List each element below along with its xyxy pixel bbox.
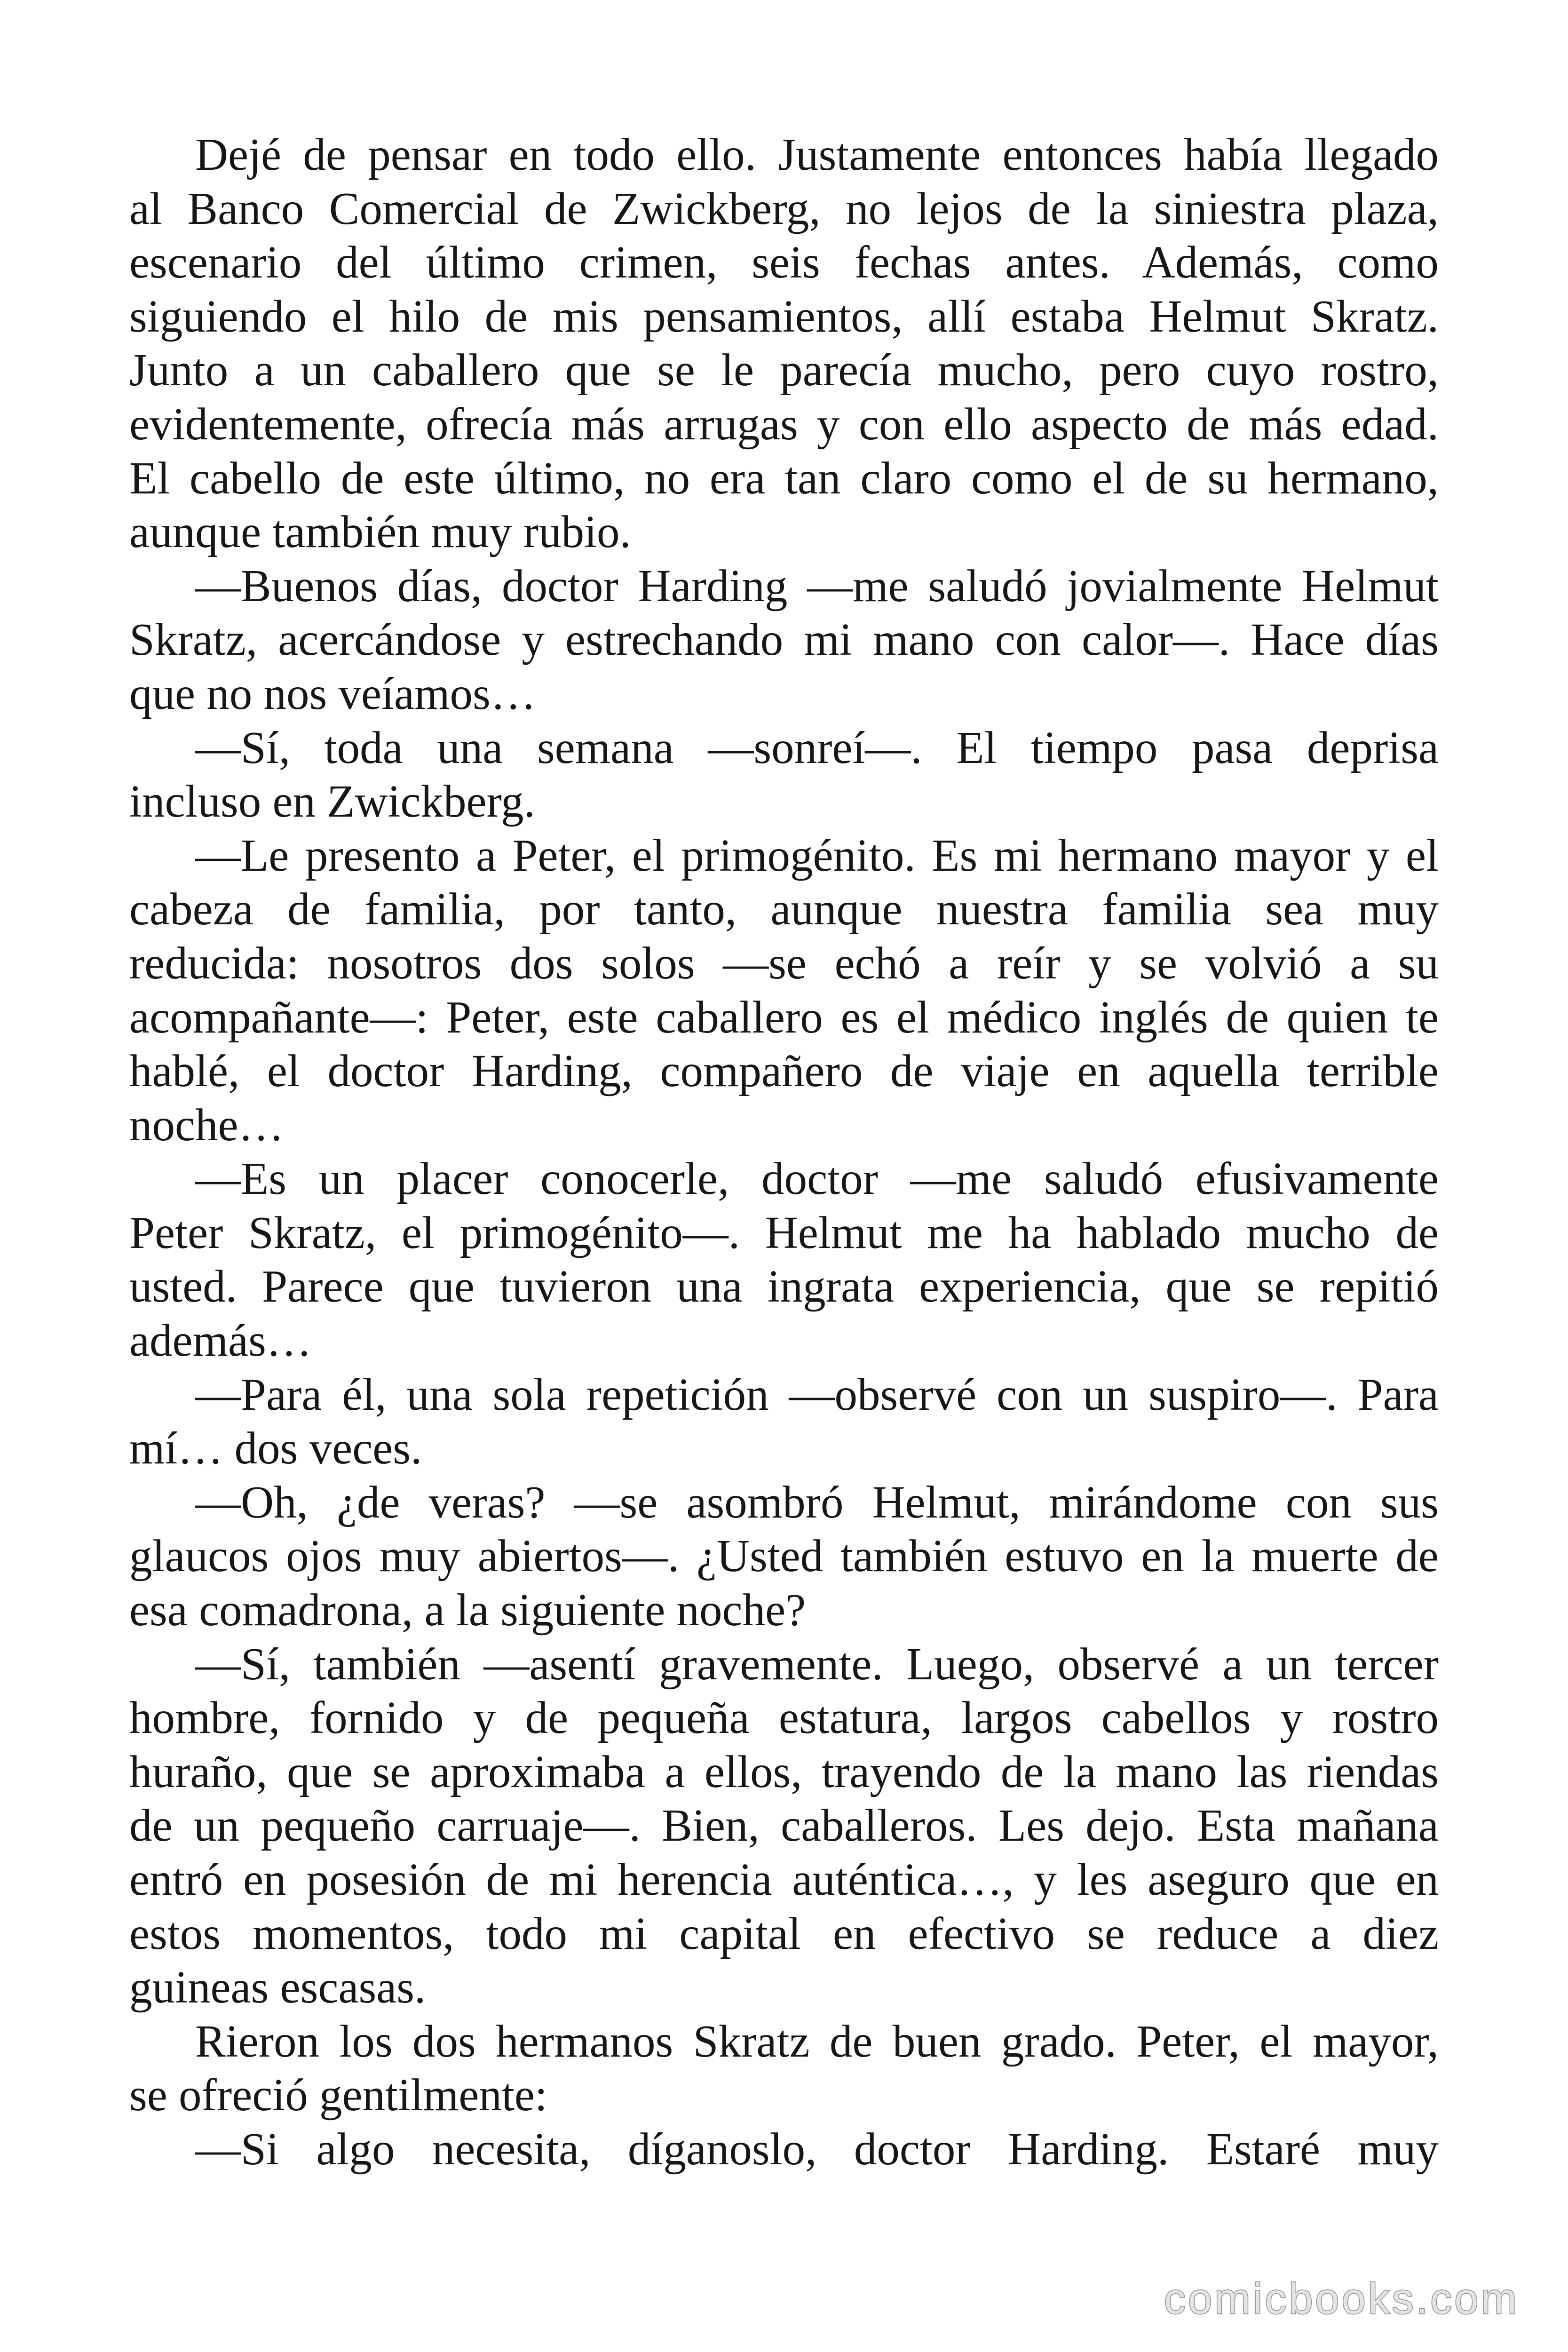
text-line: —Sí, también —asentí gravemente. Luego, observé a un tercer bbox=[195, 1638, 1439, 1689]
paragraph bbox=[129, 721, 1439, 829]
text-line: escenario del último crimen, seis fechas antes. Además, como bbox=[129, 237, 1439, 288]
text-line: Peter Skratz, el primogénito—. Helmut me ha hablado mucho de bbox=[129, 1207, 1439, 1258]
text-line: Skratz, acercándose y estrechando mi mano con calor—. Hace días bbox=[129, 614, 1439, 665]
text-line: hombre, fornido y de pequeña estatura, largos cabellos y rostro bbox=[129, 1692, 1439, 1743]
text-line: incluso en Zwickberg. bbox=[129, 776, 535, 827]
text-line: guineas escasas. bbox=[129, 1962, 426, 2013]
text-line: —Es un placer conocerle, doctor —me saludó efusivamente bbox=[195, 1153, 1439, 1204]
text-line: El cabello de este último, no era tan claro como el de su hermano, bbox=[129, 453, 1439, 503]
text-line: hablé, el doctor Harding, compañero de viaje en aquella terrible bbox=[129, 1046, 1439, 1097]
text-line: usted. Parece que tuvieron una ingrata experiencia, que se repitió bbox=[129, 1261, 1439, 1312]
text-line: de un pequeño carruaje—. Bien, caballeros. Les dejo. Esta mañana bbox=[129, 1800, 1439, 1851]
page-text bbox=[129, 128, 1439, 2177]
text-line: —Le presento a Peter, el primogénito. Es mi hermano mayor y el bbox=[195, 830, 1439, 881]
paragraph bbox=[129, 2122, 1439, 2177]
text-line: noche… bbox=[129, 1099, 284, 1150]
text-line: acompañante—: Peter, este caballero es el médico inglés de quien te bbox=[129, 992, 1439, 1042]
text-line: —Si algo necesita, díganoslo, doctor Harding. Estaré muy bbox=[195, 2123, 1439, 2174]
text-line: entró en posesión de mi herencia auténtica…, y les aseguro que en bbox=[129, 1854, 1439, 1905]
text-line: esa comadrona, a la siguiente noche? bbox=[129, 1585, 806, 1636]
paragraph bbox=[129, 1368, 1439, 1476]
paragraph bbox=[129, 829, 1439, 1152]
text-line: aunque también muy rubio. bbox=[129, 507, 631, 557]
paragraph bbox=[129, 2015, 1439, 2122]
text-line: evidentemente, ofrecía más arrugas y con ello aspecto de más edad. bbox=[129, 398, 1439, 449]
text-line: —Oh, ¿de veras? —se asombró Helmut, mirándome con sus bbox=[195, 1477, 1439, 1527]
text-line: al Banco Comercial de Zwickberg, no lejos de la siniestra plaza, bbox=[129, 183, 1439, 234]
text-line: glaucos ojos muy abiertos—. ¿Usted también estuvo en la muerte de bbox=[129, 1531, 1439, 1581]
text-line: Junto a un caballero que se le parecía mucho, pero cuyo rostro, bbox=[129, 345, 1439, 396]
paragraph bbox=[129, 1152, 1439, 1367]
text-line: —Sí, toda una semana —sonreí—. El tiempo pasa deprisa bbox=[195, 722, 1439, 773]
text-line: cabeza de familia, por tanto, aunque nuestra familia sea muy bbox=[129, 884, 1439, 935]
text-line: estos momentos, todo mi capital en efectivo se reduce a diez bbox=[129, 1908, 1439, 1959]
text-line: mí… dos veces. bbox=[129, 1423, 422, 1474]
text-line: huraño, que se aproximaba a ellos, trayendo de la mano las riendas bbox=[129, 1746, 1439, 1797]
text-line: —Buenos días, doctor Harding —me saludó jovialmente Helmut bbox=[195, 560, 1439, 611]
text-line: siguiendo el hilo de mis pensamientos, allí estaba Helmut Skratz. bbox=[129, 291, 1439, 342]
paragraph bbox=[129, 1637, 1439, 2015]
paragraph bbox=[129, 128, 1439, 559]
text-line: se ofreció gentilmente: bbox=[129, 2070, 547, 2121]
text-line: —Para él, una sola repetición —observé con un suspiro—. Para bbox=[195, 1369, 1439, 1420]
watermark-logo: comicbooks.com bbox=[1164, 2275, 1520, 2323]
text-line: que no nos veíamos… bbox=[129, 668, 536, 719]
paragraph bbox=[129, 1476, 1439, 1637]
text-line: Dejé de pensar en todo ello. Justamente entonces había llegado bbox=[195, 129, 1439, 180]
text-line: además… bbox=[129, 1315, 312, 1366]
text-line: Rieron los dos hermanos Skratz de buen grado. Peter, el mayor, bbox=[195, 2016, 1439, 2066]
paragraph bbox=[129, 559, 1439, 721]
text-line: reducida: nosotros dos solos —se echó a reír y se volvió a su bbox=[129, 938, 1439, 988]
